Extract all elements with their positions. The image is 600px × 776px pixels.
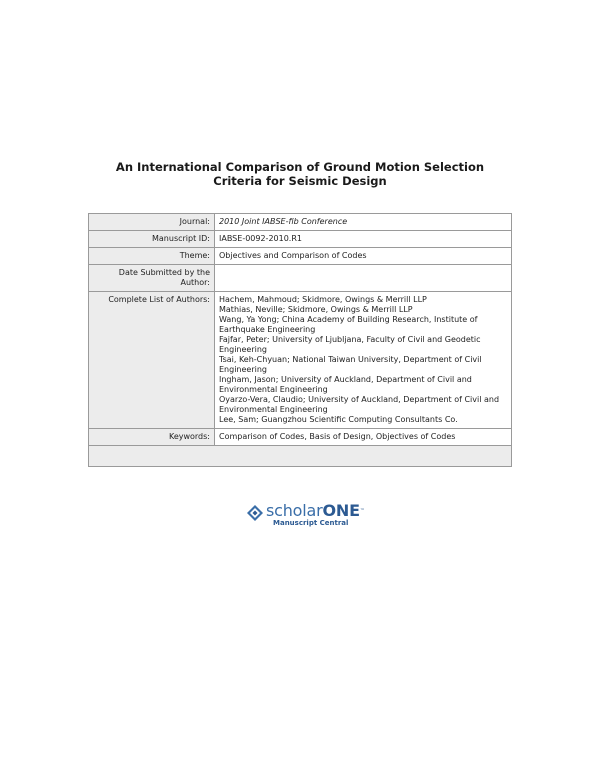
author-line: Wang, Ya Yong; China Academy of Building Research, Institute of Earthquake Engineering [219, 315, 478, 334]
manuscript-id-row [89, 231, 512, 248]
logo-brand-light: scholar [266, 501, 323, 520]
authors-list [215, 292, 512, 429]
authors-label: Complete List of Authors: [89, 292, 215, 429]
theme-label: Theme: [89, 248, 215, 265]
keywords-row [89, 429, 512, 446]
manuscript-info-table [88, 213, 512, 467]
logo-subtitle: Manuscript Central [273, 519, 349, 527]
keywords-label: Keywords: [89, 429, 215, 446]
theme-row [89, 248, 512, 265]
author-line: Oyarzo-Vera, Claudio; University of Auckland, Department of Civil and Environmental Engineering [219, 395, 500, 414]
journal-value: 2010 Joint IABSE-fib Conference [215, 214, 512, 231]
keywords-value: Comparison of Codes, Basis of Design, Objectives of Codes [215, 429, 512, 446]
empty-cell [89, 446, 512, 467]
scholarone-logo [246, 502, 366, 532]
empty-row [89, 446, 512, 467]
author-line: Ingham, Jason; University of Auckland, Department of Civil and Environmental Engineering [219, 375, 472, 394]
theme-value: Objectives and Comparison of Codes [215, 248, 512, 265]
scholarone-mark-icon [246, 504, 264, 526]
document-title [0, 160, 600, 188]
author-line: Fajfar, Peter; University of Ljubljana, Faculty of Civil and Geodetic Engineering [219, 335, 481, 354]
logo-brand-bold: ONE [322, 501, 360, 520]
manuscript-id-value: IABSE-0092-2010.R1 [215, 231, 512, 248]
date-submitted-value [215, 265, 512, 292]
authors-row [89, 292, 512, 429]
author-line: Lee, Sam; Guangzhou Scientific Computing Consultants Co. [219, 415, 458, 424]
date-submitted-label: Date Submitted by the Author: [89, 265, 215, 292]
logo-wordmark [266, 502, 365, 520]
author-line: Mathias, Neville; Skidmore, Owings & Merrill LLP [219, 305, 413, 314]
author-line: Hachem, Mahmoud; Skidmore, Owings & Merrill LLP [219, 295, 427, 304]
title-line-1: An International Comparison of Ground Motion Selection [115, 160, 485, 174]
manuscript-id-label: Manuscript ID: [89, 231, 215, 248]
journal-label: Journal: [89, 214, 215, 231]
date-submitted-row [89, 265, 512, 292]
journal-row [89, 214, 512, 231]
author-line: Tsai, Keh-Chyuan; National Taiwan University, Department of Civil Engineering [219, 355, 482, 374]
title-line-2: Criteria for Seismic Design [213, 174, 387, 188]
logo-trademark: ™ [359, 508, 365, 514]
